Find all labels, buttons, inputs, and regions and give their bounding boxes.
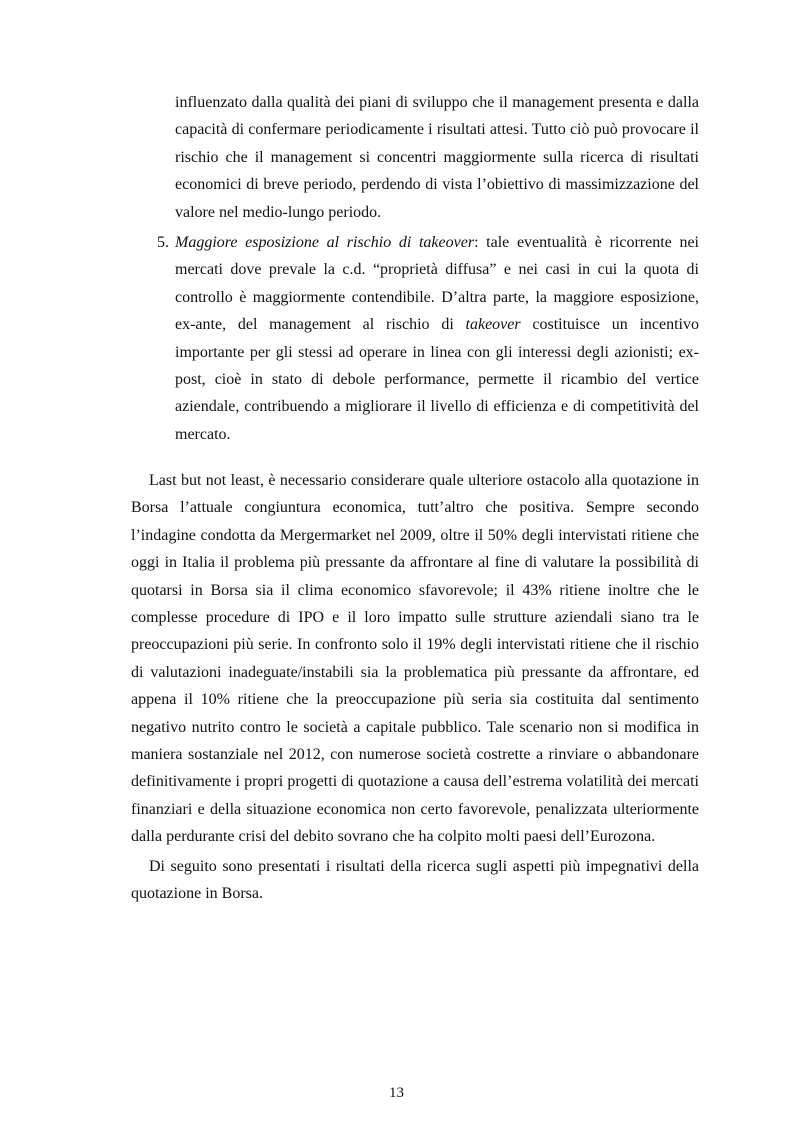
paragraph-last-but-not-least: Last but not least, è necessario considerare quale ulteriore ostacolo alla quotazione in Borsa l’attuale congiuntura economica, tutt’altro che positiva. Sempre secondo l’indagine condotta da Mergermarket nel 2009, oltre il 50% degli intervistati ritiene che oggi in Italia il problema più pressante da affrontare al fine di valutare la possibilità di quotarsi in Borsa sia il clima economico sfavorevole; il 43% ritiene inoltre che le complesse procedure di IPO e il loro impatto sulle strutture aziendali siano tra le preoccupazioni più serie. In confronto solo il 19% degli intervistati ritiene che il rischio di valutazioni inadeguate/instabili sia la problematica più pressante da affrontare, ed appena il 10% ritiene che la preoccupazione più seria sia costituita dal sentimento negativo nutrito contro le società a capitale pubblico. Tale scenario non si modifica in maniera sostanziale nel 2012, con numerose società costrette a rinviare o abbandonare definitivamente i propri progetti di quotazione a causa dell’estrema volatilità dei mercati finanziari e della situazione economica non certo favorevole, penalizzata ulteriormente dalla perdurante crisi del debito sovrano che ha colpito molti paesi dell’Eurozona. <box>131 472 699 846</box>
list-item-4-continuation: influenzato dalla qualità dei piani di sviluppo che il management presenta e dalla capacità di confermare periodicamente i risultati attesi. Tutto ciò può provocare il rischio che il management si concentri maggiormente sulla ricerca di risultati economici di breve periodo, perdendo di vista l’obiettivo di massimizzazione del valore nel medio-lungo periodo. <box>175 94 699 221</box>
page-number: 13 <box>389 1085 404 1101</box>
list-item-5-title: Maggiore esposizione al rischio di takeover <box>175 234 475 251</box>
list-item-5-text-a: : tale eventualità è ricorrente nei mercati dove prevale la c.d. “proprietà diffusa” e nei casi in cui la quota di controllo è maggiormente contendibile. D’altra parte, la maggiore esposizione, ex-ante, del management al rischio di <box>175 234 699 334</box>
takeover-term: takeover <box>465 316 521 334</box>
paragraph-di-seguito: Di seguito sono presentati i risultati della ricerca sugli aspetti più impegnativi della quotazione in Borsa. <box>131 858 699 903</box>
list-item-5-body <box>175 229 699 448</box>
list-item-5 <box>131 229 699 448</box>
list-item-5-text-b: costituisce un incentivo importante per gli stessi ad operare in linea con gli interessi degli azionisti; ex-post, cioè in stato di debole performance, permette il ricambio del vertice aziendale, contribuendo a migliorare il livello di efficienza e di competitività del mercato. <box>175 316 700 443</box>
list-item-5-number: 5. <box>157 234 169 251</box>
